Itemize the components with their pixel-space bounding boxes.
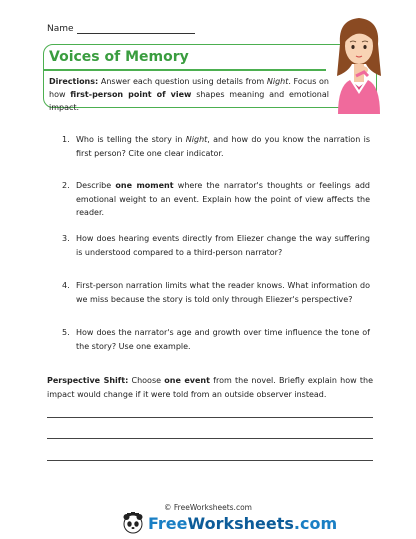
name-label: Name bbox=[47, 24, 74, 34]
brand-part-1: Free bbox=[148, 513, 188, 533]
directions-text-3: shapes meaning and emotional impact. bbox=[49, 90, 329, 112]
question-text-part: , and how do you know the narration is first person? Cite one clear indicator. bbox=[76, 135, 370, 158]
brand-logo bbox=[122, 512, 337, 534]
perspective-shift-text-2: from the novel. Briefly explain how the impact would change if it were told from an outside observer instead. bbox=[47, 376, 374, 399]
title-divider bbox=[44, 69, 326, 71]
perspective-shift-emphasis: one event bbox=[164, 376, 210, 385]
brand-part-3: .com bbox=[293, 513, 338, 533]
copyright-url: © FreeWorksheets.com bbox=[164, 503, 252, 512]
perspective-shift-label: Perspective Shift: bbox=[47, 376, 129, 385]
worksheet-title: Voices of Memory bbox=[49, 49, 189, 65]
question-text-part: Describe bbox=[76, 181, 116, 190]
directions-text-2: . Focus on how bbox=[49, 77, 330, 99]
directions-text-1: Answer each question using details from bbox=[98, 77, 267, 86]
student-illustration bbox=[326, 14, 392, 114]
directions bbox=[49, 75, 329, 114]
question-book-title: Night bbox=[185, 135, 208, 144]
answer-line-3[interactable] bbox=[47, 460, 373, 461]
question-number: 1. bbox=[62, 135, 70, 144]
brand-name bbox=[148, 514, 337, 533]
perspective-shift-text-1: Choose bbox=[128, 376, 165, 385]
question-text-part: where the narrator's thoughts or feelings add emotional weight to an event. Explain how the point of view affects the reader. bbox=[76, 181, 371, 217]
question-number: 4. bbox=[62, 281, 70, 290]
panda-icon bbox=[122, 512, 144, 534]
answer-line-2[interactable] bbox=[47, 438, 373, 439]
question-text bbox=[76, 133, 370, 160]
question-text: First-person narration limits what the reader knows. What information do we miss because the story is told only through Eliezer's perspective? bbox=[76, 281, 370, 304]
question-number: 5. bbox=[62, 328, 70, 337]
name-field bbox=[47, 24, 195, 34]
question-text: How does the narrator's age and growth over time influence the tone of the story? Use one example. bbox=[76, 328, 370, 351]
question-emphasis: one moment bbox=[115, 181, 174, 190]
directions-emphasis: first-person point of view bbox=[70, 90, 192, 99]
brand-part-2: Worksheets bbox=[187, 513, 294, 533]
question-text: How does hearing events directly from Eliezer change the way suffering is understood compared to a third-person narrator? bbox=[76, 234, 370, 257]
question-number: 3. bbox=[62, 234, 70, 243]
directions-book-title: Night bbox=[266, 77, 289, 86]
question-text-part: Who is telling the story in bbox=[76, 135, 186, 144]
directions-label: Directions: bbox=[49, 77, 99, 86]
question-text bbox=[76, 179, 370, 220]
perspective-shift-prompt bbox=[47, 374, 373, 401]
name-input-line[interactable] bbox=[77, 24, 195, 34]
question-number: 2. bbox=[62, 181, 70, 190]
answer-line-1[interactable] bbox=[47, 417, 373, 418]
